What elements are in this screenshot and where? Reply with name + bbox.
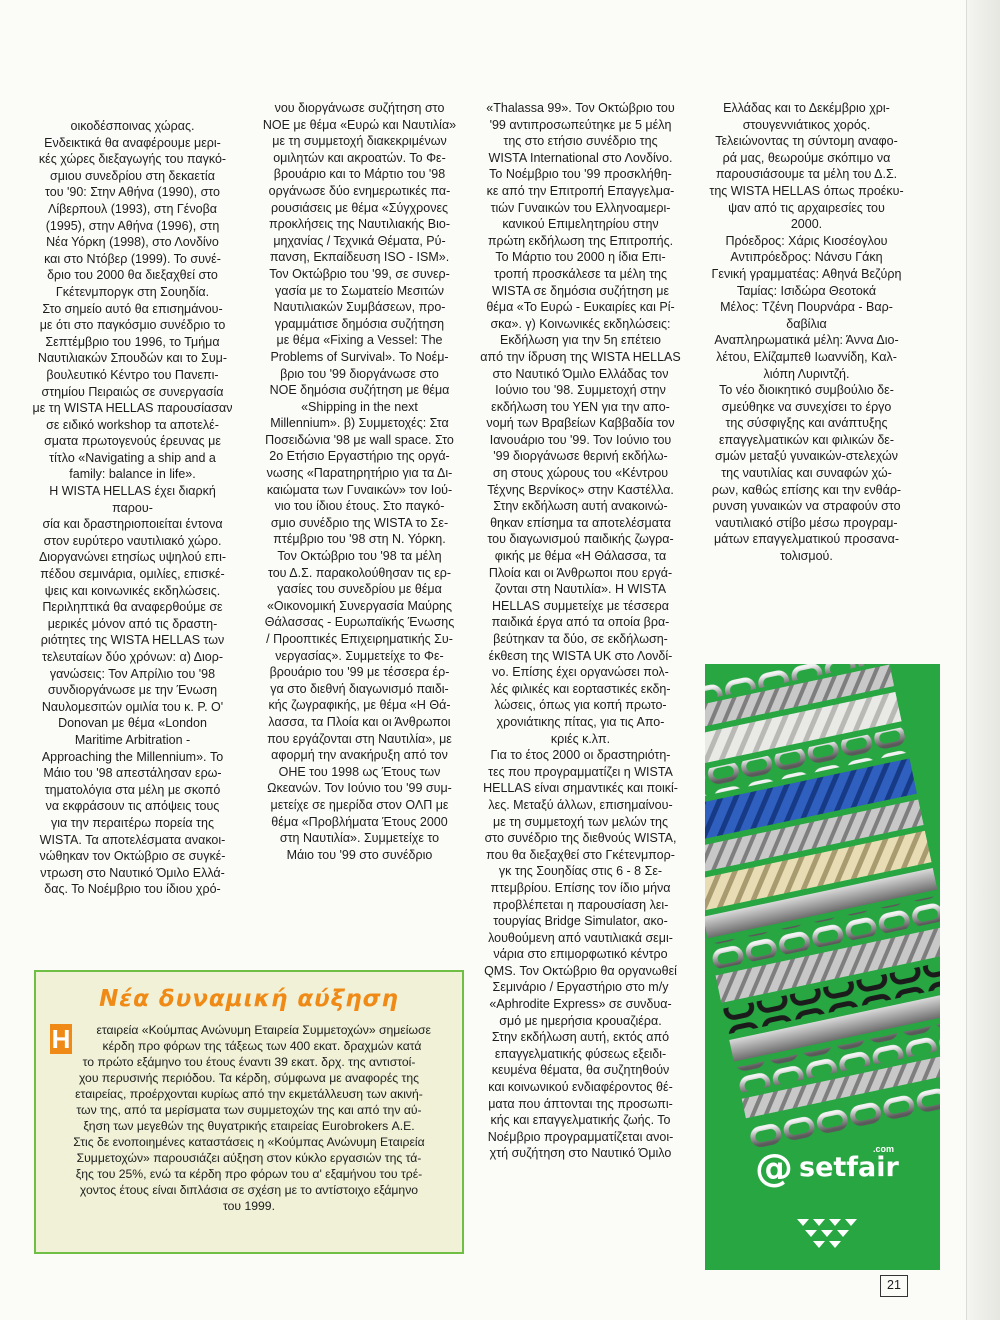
article-column-3: «Thalassa 99». Τον Οκτώβριο του '99 αντιπροσωπεύτηκε με 5 μέλη της στο ετήσιο συνέδριο της WISTA International στο Λονδίνο. Το Νοέμβριο του '99 προσκλήθη- κε από την Επιτροπή Επαγγελμα- τιών Γυναικών του Ελληνοαμερι- κανικού Επιμελητηρίου στην πρώτη εκδήλωση της Επιτροπής. Το Μάρτιο του 2000 η ίδια Επι- τροπή προσκάλεσε τα μέλη της WISTA σε δημόσια συζήτηση με θέμα «Το Ευρώ - Ευκαιρίες και Ρί- σκα». γ) Κοινωνικές εκδηλώσεις: Εκδήλωση για την 5η επέτειο από την ίδρυση της WISTA HELLAS στο Ναυτικό Όμιλο Ελλάδας τον Ιούνιο του '98. Συμμετοχή στην εκδήλωση του ΥΕΝ για την απο- νομή των Βραβείων Καββαδία τον Ιανουάριο του '99. Τον Ιούνιο του '99 διοργάνωσε θερινή εκδήλω- ση στους χώρους του «Κέντρου Τέχνης Βερνίκος» στην Καστέλλα. Στην εκδήλωση αυτή ανακοινώ- θηκαν επίσημα τα αποτελέσματα του διαγωνισμού παιδικής ζωγρα- φικής με θέμα «Η Θάλασσα, τα Πλοία και οι Άνθρωποι που εργά- ζονται στη Ναυτιλία». Η WISTA HELLAS συμμετείχε με τέσσερα παιδικά έργα από τα οποία βρα- βεύτηκαν τα δύο, σε εκδήλωση- έκθεση της WISTA UK στο Λονδί- νο. Επίσης έχει οργανώσει πολ- λές φιλικές και εορταστικές εκδη- λώσεις, όπως για κοπή πρωτο- χρονιάτικης πίτας, για τις Απο- κριές κ.λπ. Για το έτος 2000 οι δραστηριότη- τες που προγραμματίζει η WISTA HELLAS είναι σημαντικές και ποικί- λες. Μεταξύ άλλων, επισημαίνου- με τη συμμετοχή των μελών της στο συνέδριο της διεθνούς WISTA, που θα διεξαχθεί στο Γκέτενμπορ- γκ της Σουηδίας στις 6 - 8 Σε- πτεμβρίου. Επίσης τον ίδιο μήνα προβλέπεται η παρουσίαση λει- τουργίας Bridge Simulator, ακο- λουθούμενη από ναυτιλιακά σεμι- νάρια στο επιμορφωτικό κέντρο QMS. Τον Οκτώβριο θα οργανωθεί Σεμινάριο / Εργαστήριο στο m/y «Aphrodite Express» σε συνδυα- σμό με ημερήσια κρουαζιέρα. Στην εκδήλωση αυτή, εκτός από επαγγελματικής φύσεως εξειδι- κευμένα θέματα, θα συζητηθούν και κοινωνικού ενδιαφέροντος θέ- ματα που άπτονται της προσωπι- κής και επαγγελματικής ζωής. Το Νοέμβριο προγραμματίζεται ανοι- χτή συζήτηση στο Ναυτικό Όμιλο: [480, 101, 681, 1161]
news-box-text: εταιρεία «Κούμπας Ανώνυμη Εταιρεία Συμμετοχών» σημείωσε κέρδη προ φόρων της τάξεως των 400 εκατ. δραχμών κατά το πρώτο εξάμηνο του έτους έναντι 39 εκατ. δρχ. της αντιστοί- χου περυσινής περιόδου. Τα κέρδη, σύμφωνα με αναφορές της εταιρείας, προέρχονται κυρίως από την εκμετάλλευση των ακινή- των της, από τα μερίσματα των συμμετοχών της και από την αύ- ξηση των μεγεθών της θυγατρικής εταιρείας Eurobrokers Α.Ε. Στις δε ενοποιημένες καταστάσεις η «Κούμπας Ανώνυμη Εταιρεία Συμμετοχών» παρουσιάζει αύξηση στον κύκλο εργασιών της τά- ξης του 25%, ενώ τα κέρδη προ φόρων του α' εξαμήνου του τρέ- χοντος έτους είναι διπλάσια σε σχέση με το αντίστοιχο εξάμηνο του 1999.: [73, 1023, 431, 1213]
article-column-4: Ελλάδας και το Δεκέμβριο χρι- στουγεννιάτικος χορός. Τελειώνοντας τη σύντομη αναφο- ρά μας, θεωρούμε σκόπιμο να παρουσιάσουμε τα μέλη του Δ.Σ. της WISTA HELLAS όπως προέκυ- ψαν από τις αρχαιρεσίες του 2000. Πρόεδρος: Χάρις Κιοσέογλου Αντιπρόεδρος: Νάνσυ Γάκη Γενική γραμματέας: Αθηνά Βεζύρη Ταμίας: Ισιδώρα Θεοτοκά Μέλος: Τζένη Πουρνάρα - Βαρ- δαβίλια Αναπληρωματικά μέλη: Άννα Διο- λέτου, Ελίζαμπεθ Ιωαννίδη, Καλ- λιόπη Λυριντζή. Το νέο διοικητικό συμβούλιο δε- σμεύθηκε να συνεχίσει το έργο της σύσφιγξης και ανάπτυξης επαγγελματικών και φιλικών δε- σμών μεταξύ γυναικών-στελεχών της ναυτιλίας και συναφών χώ- ρων, καθώς επίσης και την ενθάρ- ρυνση γυναικών να στραφούν στο ναυτιλιακό στίβο μέσω προγραμ- μάτων επαγγελματικού προσανα- τολισμού.: [709, 101, 904, 564]
setfair-logo[interactable]: [755, 1144, 905, 1240]
setfair-brand-name: setfair: [799, 1152, 899, 1183]
news-box: [34, 970, 464, 1254]
news-box-body: [50, 1022, 448, 1214]
news-box-title: Νέα δυναμική αύξηση: [99, 986, 399, 1012]
drop-cap: Η: [51, 1024, 71, 1054]
article-column-2: νου διοργάνωσε συζήτηση στο ΝΟΕ με θέμα «Ευρώ και Ναυτιλία» με τη συμμετοχή διακεκριμένων ομιλητών και ακροατών. Το Φε- βρουάριο και το Μάρτιο του '98 οργάνωσε δύο ενημερωτικές πα- ρουσιάσεις με θέμα «Σύγχρονες προκλήσεις της Ναυτιλιακής Βιο- μηχανίας / Τεχνικά Θέματα, Ρύ- πανση, Εκπαίδευση ISO - ISM». Τον Οκτώβριο του '99, σε συνερ- γασία με το Σωματείο Μεσιτών Ναυτιλιακών Συμβάσεων, προ- γραμμάτισε δημόσια συζήτηση με θέμα «Fixing a Vessel: The Problems of Survival». Το Νοέμ- βριο του '99 διοργάνωσε στο ΝΟΕ δημόσια συζήτηση με θέμα «Shipping in the next Millennium». β) Συμμετοχές: Στα Ποσειδώνια '98 με wall space. Στο 2ο Ετήσιο Εργαστήριο της οργά- νωσης «Παρατηρητήριο για τα Δι- καιώματα των Γυναικών» τον Ιού- νιο του ίδιου έτους. Στο παγκό- σμιο συνέδριο της WISTA το Σε- πτέμβριο του '98 στη Ν. Υόρκη. Τον Οκτώβριο του '98 τα μέλη του Δ.Σ. παρακολούθησαν τις ερ- γασίες του συνεδρίου με θέμα «Οικονομική Συνεργασία Μαύρης Θάλασσας - Ευρωπαϊκής Ένωσης / Προοπτικές Επιχειρηματικής Συ- νεργασίας». Συμμετείχε το Φε- βρουάριο του '99 με τέσσερα έρ- γα στο διεθνή διαγωνισμό παιδι- κής ζωγραφικής, με θέμα «Η Θά- λασσα, τα Πλοία και οι Άνθρωποι που εργάζονται στη Ναυτιλία», με αφορμή την ανακήρυξη από τον ΟΗΕ του 1998 ως Έτους των Ωκεανών. Τον Ιούνιο του '99 συμ- μετείχε σε ημερίδα στον ΟΛΠ με θέμα «Προβλήματα Έτους 2000 στη Ναυτιλία». Συμμετείχε το Μάιο του '99 στο συνέδριο: [262, 101, 457, 862]
setfair-domain-suffix: .com: [873, 1144, 895, 1154]
page-number: 21: [880, 1275, 908, 1297]
page-binding-edge: [966, 0, 1000, 1320]
at-sign-icon: @: [755, 1146, 793, 1190]
article-column-1: οικοδέσποινας χώρας. Ενδεικτικά θα αναφέρουμε μερι- κές χώρες διεξαγωγής του παγκό- σμιου συνεδρίου στη δεκαετία του '90: Στην Αθήνα (1990), στο Λίβερπουλ (1993), στη Γένοβα (1995), στην Αθήνα (1996), στη Νέα Υόρκη (1998), στο Λονδίνο και στο Ντόβερ (1999). Το συνέ- δριο του 2000 θα διεξαχθεί στο Γκέτενμποργκ στη Σουηδία. Στο σημείο αυτό θα επισημάνου- με ότι στο παγκόσμιο συνέδριο το Σεπτέμβριο του 1996, το Τμήμα Ναυτιλιακών Σπουδών και το Συμ- βουλευτικό Κέντρο του Πανεπι- στημίου Πειραιώς σε συνεργασία με τη WISTA HELLAS παρουσίασαν σε ειδικό workshop τα αποτελέ- σματα πρωτογενούς έρευνας με τίτλο «Navigating a ship and a family: balance in life». Η WISTA HELLAS έχει διαρκή παρου- σία και δραστηριοποιείται έντονα στον ευρύτερο ναυτιλιακό χώρο. Διοργανώνει ετησίως υψηλού επι- πέδου σεμινάρια, ομιλίες, επισκέ- ψεις και κοινωνικές εκδηλώσεις. Περιληπτικά θα αναφερθούμε σε μερικές μόνον από τις δραστη- ριότητες της WISTA HELLAS των τελευταίων δύο χρόνων: α) Διορ- γανώσεις: Τον Απρίλιο του '98 συνδιοργάνωσε με την Ένωση Ναυλομεσιτών ομιλία του κ. Ρ. Ο' Donovan με θέμα «London Maritime Arbitration - Approaching the Millennium». Το Μάιο του '98 απεστάλησαν ερω- τηματολόγια στα μέλη με σκοπό να εκφράσουν τις απόψεις τους για την περαιτέρω πορεία της WISTA. Τα αποτελέσματα ανακοι- νώθηκαν τον Οκτώβριο σε συγκέ- ντρωση στο Ναυτικό Όμιλο Ελλά- δας. Το Νοέμβριο του ίδιου χρό-: [32, 119, 233, 897]
